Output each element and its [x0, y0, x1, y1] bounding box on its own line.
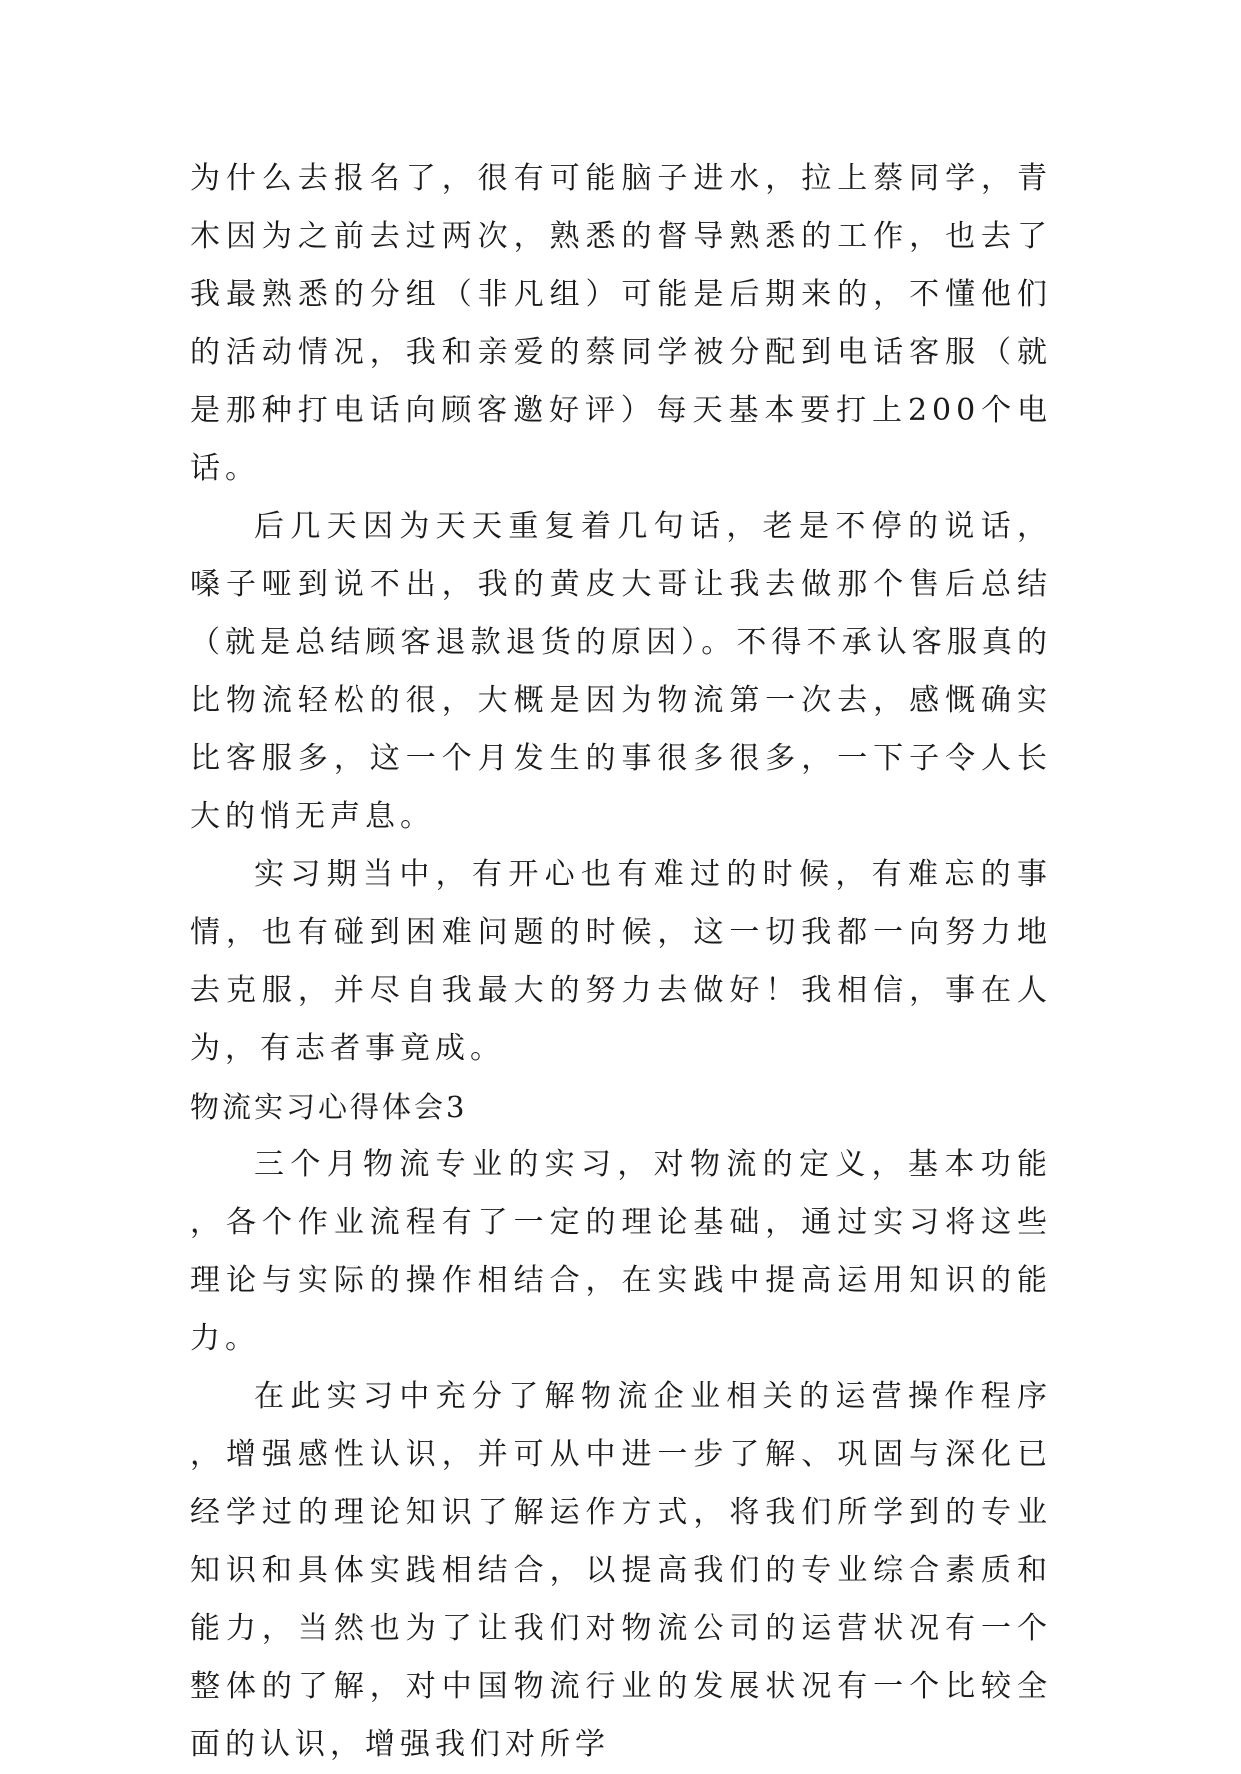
paragraph: 三个月物流专业的实习，对物流的定义，基本功能，各个作业流程有了一定的理论基础，通过实习将这些理论与实际的操作相结合，在实践中提高运用知识的能力。: [190, 1147, 1052, 1356]
paragraph: 为什么去报名了，很有可能脑子进水，拉上蔡同学，青木因为之前去过两次，熟悉的督导熟悉的工作，也去了我最熟悉的分组（非凡组）可能是后期来的，不懂他们的活动情况，我和亲爱的蔡同学被分配到电话客服（就是那种打电话向顾客邀好评）每天基本要打上200个电话。: [190, 161, 1052, 486]
paragraph: 后几天因为天天重复着几句话，老是不停的说话，嗓子哑到说不出，我的黄皮大哥让我去做那个售后总结（就是总结顾客退款退货的原因）。不得不承认客服真的比物流轻松的很，大概是因为物流第一次去，感慨确实比客服多，这一个月发生的事很多很多，一下子令人长大的悄无声息。: [190, 509, 1052, 834]
paragraph: 在此实习中充分了解物流企业相关的运营操作程序，增强感性认识，并可从中进一步了解、巩固与深化已经学过的理论知识了解运作方式，将我们所学到的专业知识和具体实践相结合，以提高我们的专业综合素质和能力，当然也为了让我们对物流公司的运营状况有一个整体的了解，对中国物流行业的发展状况有一个比较全面的认识，增强我们对所学: [190, 1379, 1052, 1762]
paragraph: 实习期当中，有开心也有难过的时候，有难忘的事情，也有碰到困难问题的时候，这一切我都一向努力地去克服，并尽自我最大的努力去做好！我相信，事在人为，有志者事竟成。: [190, 857, 1052, 1066]
document-body: [190, 150, 1052, 1774]
section-title: 物流实习心得体会3: [190, 1090, 468, 1124]
